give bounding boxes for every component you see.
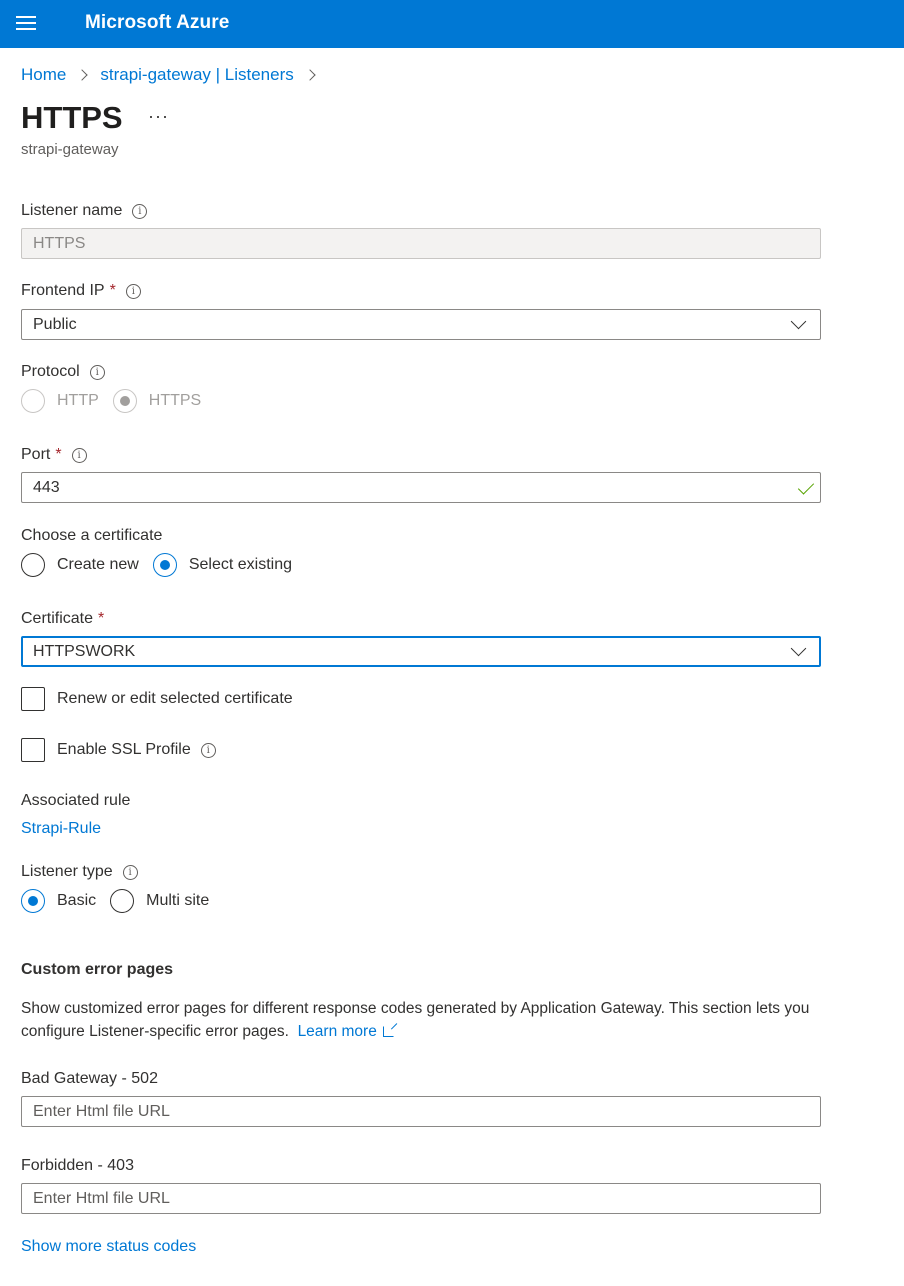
bad-gateway-label-text: Bad Gateway - 502: [21, 1070, 158, 1087]
basic-label[interactable]: Basic: [57, 892, 97, 909]
renew-certificate-label[interactable]: Renew or edit selected certificate: [57, 690, 293, 707]
forbidden-label-text: Forbidden - 403: [21, 1157, 134, 1174]
port-input[interactable]: [21, 472, 821, 503]
listener-type-label-text: Listener type: [21, 863, 113, 880]
breadcrumb-home[interactable]: Home: [21, 65, 67, 84]
forbidden-url-input[interactable]: [33, 1190, 773, 1208]
chevron-down-icon: [791, 314, 807, 330]
create-new-radio[interactable]: [21, 553, 45, 577]
chevron-down-icon: [791, 641, 807, 657]
certificate-dropdown[interactable]: [21, 636, 821, 667]
info-icon[interactable]: i: [132, 204, 147, 219]
frontend-ip-dropdown[interactable]: [21, 309, 821, 340]
choose-certificate-label-text: Choose a certificate: [21, 527, 163, 544]
protocol-label-text: Protocol: [21, 363, 80, 380]
enable-ssl-checkbox[interactable]: [21, 738, 45, 762]
external-link-icon[interactable]: [383, 1026, 394, 1037]
protocol-label: [21, 363, 105, 381]
more-options-button[interactable]: ···: [148, 106, 169, 126]
enable-ssl-label[interactable]: Enable SSL Profile: [57, 741, 191, 758]
select-existing-label[interactable]: Select existing: [188, 556, 292, 573]
frontend-ip-value: Public: [33, 316, 77, 333]
listener-name-field: HTTPS: [21, 228, 821, 259]
info-icon[interactable]: i: [201, 743, 216, 758]
select-existing-radio[interactable]: [153, 553, 177, 577]
info-icon[interactable]: i: [90, 365, 105, 380]
chevron-right-icon: [77, 69, 88, 80]
breadcrumb: [21, 64, 328, 86]
choose-certificate-label: [21, 527, 162, 545]
certificate-value: HTTPSWORK: [33, 643, 136, 660]
frontend-ip-label-text: Frontend IP: [21, 282, 105, 299]
chevron-right-icon: [304, 69, 315, 80]
breadcrumb-listeners[interactable]: strapi-gateway | Listeners: [100, 65, 294, 84]
bad-gateway-input[interactable]: [21, 1096, 821, 1127]
page-title: HTTPS: [21, 100, 123, 135]
top-bar: [0, 0, 904, 48]
protocol-https-radio: [113, 389, 137, 413]
certificate-label-text: Certificate: [21, 610, 94, 627]
description-text: Show customized error pages for different response codes generated by Application Gateway. This section lets you configure Listener-specific error pages.: [21, 1000, 810, 1040]
bad-gateway-label: [21, 1070, 158, 1088]
brand-title[interactable]: Microsoft Azure: [85, 12, 230, 33]
hamburger-icon[interactable]: [16, 16, 36, 32]
info-icon[interactable]: i: [72, 448, 87, 463]
learn-more-link[interactable]: Learn more: [297, 1023, 377, 1040]
renew-certificate-checkbox[interactable]: [21, 687, 45, 711]
frontend-ip-label: [21, 282, 141, 300]
protocol-http-label: HTTP: [57, 392, 99, 409]
custom-error-pages-title: Custom error pages: [21, 961, 174, 978]
required-asterisk: *: [55, 446, 62, 463]
create-new-label[interactable]: Create new: [57, 556, 139, 573]
bad-gateway-url-input[interactable]: [33, 1103, 773, 1121]
forbidden-label: [21, 1157, 134, 1175]
associated-rule-label: [21, 792, 130, 810]
listener-type-label: [21, 863, 138, 881]
info-icon[interactable]: i: [123, 865, 138, 880]
enable-ssl-row: [21, 738, 216, 762]
protocol-http-radio: [21, 389, 45, 413]
certificate-label: [21, 610, 104, 628]
basic-radio[interactable]: [21, 889, 45, 913]
show-more-status-codes-link[interactable]: Show more status codes: [21, 1238, 197, 1255]
multi-site-radio[interactable]: [110, 889, 134, 913]
listener-type-radio-group: [21, 889, 223, 913]
port-label: [21, 446, 87, 464]
checkmark-icon: [798, 478, 814, 494]
custom-error-pages-description: [21, 997, 811, 1043]
required-asterisk: *: [98, 610, 105, 627]
associated-rule-label-text: Associated rule: [21, 792, 131, 809]
certificate-choice-radio-group: [21, 553, 306, 577]
page-subtitle: strapi-gateway: [21, 141, 119, 158]
required-asterisk: *: [109, 282, 116, 299]
listener-name-label: [21, 202, 147, 220]
renew-certificate-row: [21, 687, 293, 711]
forbidden-input[interactable]: [21, 1183, 821, 1214]
protocol-https-label: HTTPS: [148, 392, 202, 409]
multi-site-label[interactable]: Multi site: [146, 892, 210, 909]
info-icon[interactable]: i: [126, 284, 141, 299]
port-value: 443: [33, 479, 60, 496]
port-label-text: Port: [21, 446, 51, 463]
listener-name-label-text: Listener name: [21, 202, 123, 219]
protocol-radio-group: [21, 389, 215, 413]
associated-rule-link[interactable]: Strapi-Rule: [21, 820, 102, 837]
